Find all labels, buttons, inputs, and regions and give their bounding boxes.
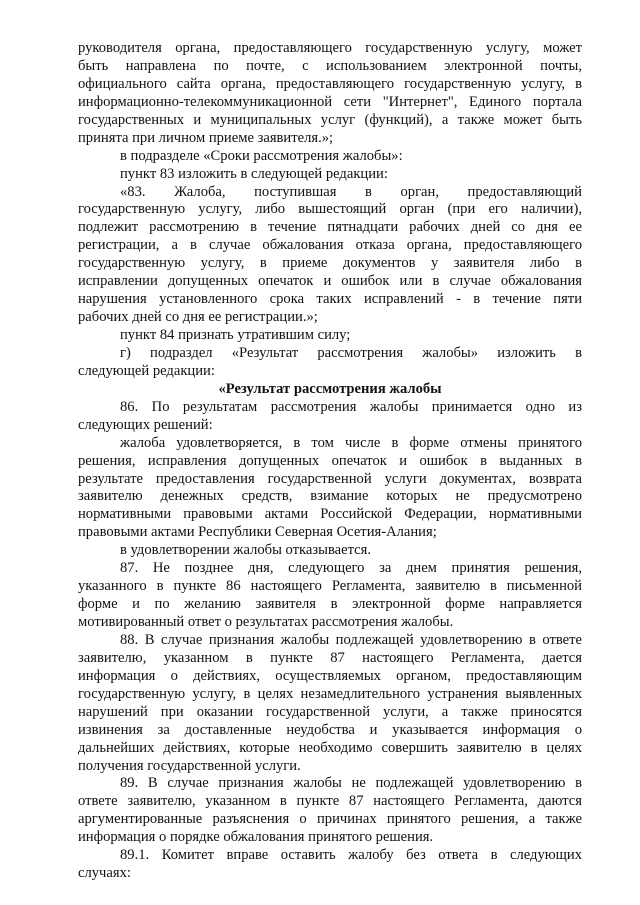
text-line: нормативными правовыми актами Российской Федерации, нормативными xyxy=(78,506,582,523)
text-line: государственных и муниципальных услуг (функций), а также может быть xyxy=(78,111,582,128)
text-line: информация о действиях, осуществляемых органом, предоставляющим xyxy=(78,667,582,684)
text-line: указанного в пункте 86 настоящего Регламента, заявителю в письменной xyxy=(78,578,582,595)
text-line: жалоба удовлетворяется, в том числе в форме отмены принятого xyxy=(120,434,582,451)
text-line: 89.1. Комитет вправе оставить жалобу без ответа в следующих xyxy=(120,847,582,864)
text-line: государственную услугу, в целях незамедлительного устранения выявленных xyxy=(78,685,582,702)
section-heading: «Результат рассмотрения жалобы xyxy=(218,380,442,397)
text-line: 88. В случае признания жалобы подлежащей удовлетворению в ответе xyxy=(120,631,582,648)
text-line: случаях: xyxy=(78,865,131,882)
text-line: следующих решений: xyxy=(78,416,213,433)
text-line: форме и по желанию заявителя в электронной форме направляется xyxy=(78,596,582,613)
text-line: решения, исправления допущенных опечаток и ошибок в выданных в xyxy=(78,452,582,469)
text-line: пункт 84 признать утратившим силу; xyxy=(120,327,351,343)
text-line: заявителю, указанном в пункте 87 настоящего Регламента, дается xyxy=(78,649,582,666)
text-line: информационно-телекоммуникационной сети "Интернет", Единого портала xyxy=(78,93,582,110)
text-line: государственную услугу, либо вышестоящий орган (при его наличии), xyxy=(78,201,582,218)
text-line: 87. Не позднее дня, следующего за днем принятия решения, xyxy=(120,560,582,577)
text-line: извинения за доставленные неудобства и указывается информация о xyxy=(78,721,582,738)
text-line: в подразделе «Сроки рассмотрения жалобы»: xyxy=(120,147,403,164)
text-line: рабочих дней со дня ее регистрации.»; xyxy=(78,309,318,326)
text-line: пункт 83 изложить в следующей редакции: xyxy=(120,165,388,182)
text-line: заявителю денежных средств, взимание которых не предусмотрено xyxy=(78,488,582,505)
text-line: в удовлетворении жалобы отказывается. xyxy=(120,542,372,559)
text-line: получения государственной услуги. xyxy=(78,757,301,774)
text-line: г) подраздел «Результат рассмотрения жалобы» изложить в xyxy=(120,344,582,361)
text-line: результате предоставления государственной услуги документах, возврата xyxy=(78,470,582,487)
text-line: правовыми актами Республики Северная Осетия-Алания; xyxy=(78,524,437,541)
text-line: «83. Жалоба, поступившая в орган, предоставляющий xyxy=(120,183,582,200)
text-line: мотивированный ответ о результатах рассмотрения жалобы. xyxy=(78,614,454,630)
text-line: принята при личном приеме заявителя.»; xyxy=(78,129,334,146)
text-line: нарушения установленного срока таких исправлений - в течение пяти xyxy=(78,291,582,308)
text-line: официального сайта органа, предоставляющего государственную услугу, в xyxy=(78,75,582,92)
text-line: дальнейших действиях, которые необходимо совершить заявителю в целях xyxy=(78,739,582,756)
text-line: государственную услугу, в приеме документов у заявителя либо в xyxy=(78,255,582,272)
text-line: ответе заявителю, указанном в пункте 87 настоящего Регламента, даются xyxy=(78,793,582,810)
text-line: нарушений при оказании государственной услуги, а также приносятся xyxy=(78,703,582,720)
text-line: регистрации, а в случае обжалования отказа органа, предоставляющего xyxy=(78,237,582,254)
text-line: 89. В случае признания жалобы не подлежащей удовлетворению в xyxy=(120,775,582,792)
text-line: быть направлена по почте, с использованием электронной почты, xyxy=(78,57,582,74)
text-line: подлежит рассмотрению в течение пятнадцати рабочих дней со дня ее xyxy=(78,219,582,236)
text-line: аргументированные разъяснения о причинах принятого решения, а также xyxy=(78,811,582,828)
text-line: информация о порядке обжалования принятого решения. xyxy=(78,829,434,846)
text-line: исправлении допущенных опечаток и ошибок или в случае обжалования xyxy=(78,273,582,290)
document-page xyxy=(78,40,582,883)
text-line: следующей редакции: xyxy=(78,362,215,379)
text-line: руководителя органа, предоставляющего государственную услугу, может xyxy=(78,40,582,56)
text-line: 86. По результатам рассмотрения жалобы принимается одно из xyxy=(120,398,582,415)
